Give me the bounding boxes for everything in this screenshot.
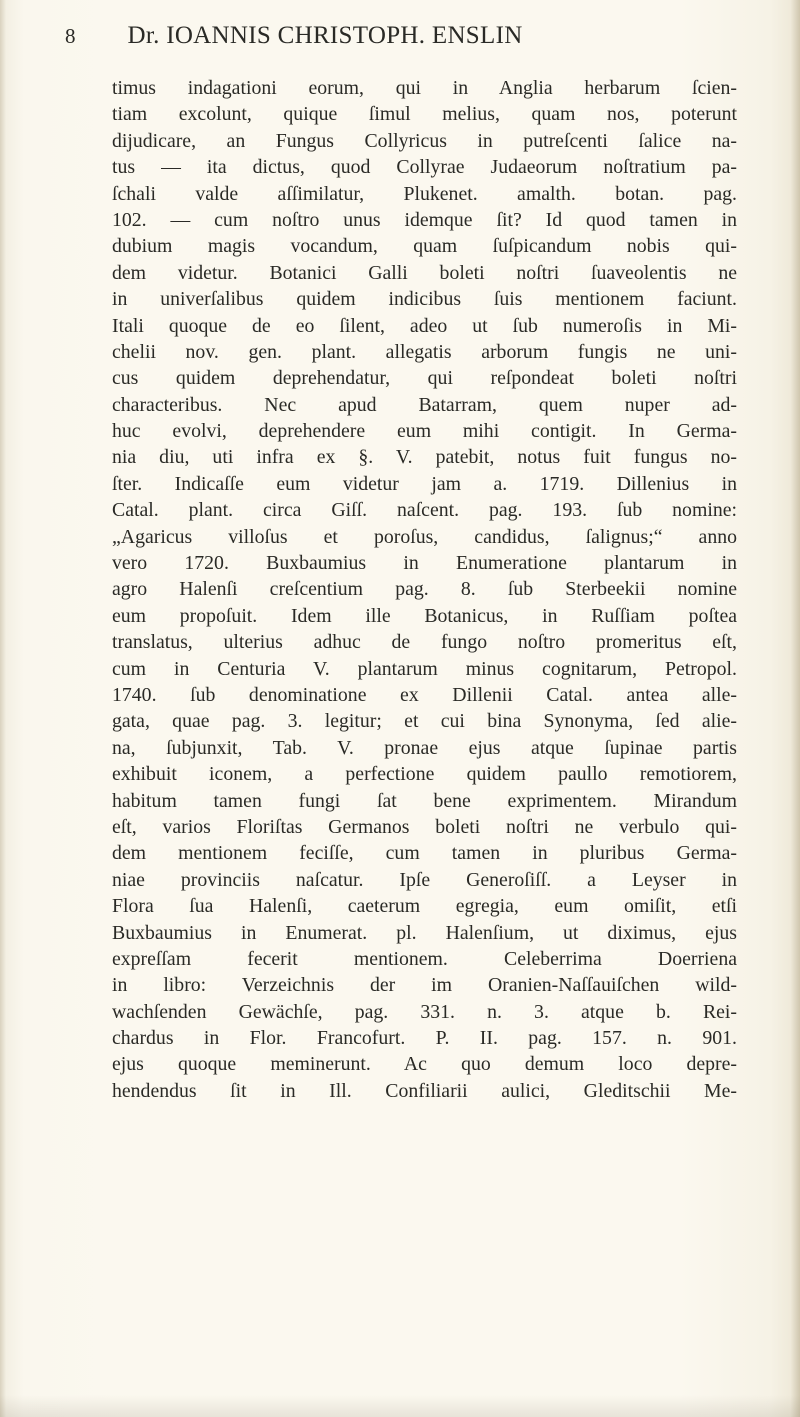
page-header bbox=[63, 22, 763, 58]
text-line: na, ſubjunxit, Tab. V. pronae ejus atque ſupinae partis bbox=[112, 736, 737, 759]
text-line: timus indagationi eorum, qui in Anglia herbarum ſcien- bbox=[112, 77, 737, 99]
text-line: in univerſalibus quidem indicibus ſuis mentionem faciunt. bbox=[112, 288, 737, 311]
text-line: niae provinciis naſcatur. Ipſe Generoſiſſ. a Leyser in bbox=[112, 868, 737, 891]
page-number: 8 bbox=[65, 24, 76, 48]
text-line: vero 1720. Buxbaumius in Enumeratione plantarum in bbox=[112, 552, 737, 575]
body-text bbox=[112, 75, 737, 1104]
text-line: ſchali valde aſſimilatur, Plukenet. amalth. botan. pag. bbox=[112, 182, 737, 205]
text-line: nia diu, uti infra ex §. V. patebit, notus fuit fungus no- bbox=[112, 446, 737, 469]
text-line: „Agaricus villoſus et poroſus, candidus, ſalignus;“ anno bbox=[112, 525, 737, 548]
text-line: exhibuit iconem, a perfectione quidem paullo remotiorem, bbox=[112, 763, 737, 786]
text-line: tus — ita dictus, quod Collyrae Judaeorum noſtratium pa- bbox=[112, 156, 737, 179]
text-line: dijudicare, an Fungus Collyricus in putreſcenti ſalice na- bbox=[112, 129, 737, 152]
text-line: Itali quoque de eo ſilent, adeo ut ſub numeroſis in Mi- bbox=[112, 314, 737, 337]
text-line: 102. — cum noſtro unus idemque ſit? Id quod tamen in bbox=[112, 208, 737, 231]
text-line: Buxbaumius in Enumerat. pl. Halenſium, ut diximus, ejus bbox=[112, 921, 737, 944]
text-line: chardus in Flor. Francofurt. P. II. pag. 157. n. 901. bbox=[112, 1027, 737, 1050]
text-line: gata, quae pag. 3. legitur; et cui bina Synonyma, ſed alie- bbox=[112, 710, 737, 733]
page-edge bbox=[790, 0, 800, 1417]
text-line: Catal. plant. circa Giſſ. naſcent. pag. 193. ſub nomine: bbox=[112, 499, 737, 522]
text-line: dubium magis vocandum, quam ſuſpicandum nobis qui- bbox=[112, 235, 737, 258]
text-line: eſt, varios Floriſtas Germanos boleti noſtri ne verbulo qui- bbox=[112, 815, 737, 838]
text-line: cum in Centuria V. plantarum minus cognitarum, Petropol. bbox=[112, 657, 737, 680]
text-line: characteribus. Nec apud Batarram, quem nuper ad- bbox=[112, 393, 737, 416]
text-line: Flora ſua Halenſi, caeterum egregia, eum omiſit, etſi bbox=[112, 895, 737, 918]
text-line: habitum tamen fungi ſat bene exprimentem. Mirandum bbox=[112, 789, 737, 812]
text-line: 1740. ſub denominatione ex Dillenii Catal. antea alle- bbox=[112, 683, 737, 706]
text-line: cus quidem deprehendatur, qui reſpondeat boleti noſtri bbox=[112, 367, 737, 390]
text-line: dem videtur. Botanici Galli boleti noſtri ſuaveolentis ne bbox=[112, 261, 737, 284]
text-line: ſter. Indicaſſe eum videtur jam a. 1719. Dillenius in bbox=[112, 472, 737, 495]
text-line: expreſſam fecerit mentionem. Celeberrima Doerriena bbox=[112, 947, 737, 970]
text-line: in libro: Verzeichnis der im Oranien-Naſſauiſchen wild- bbox=[112, 974, 737, 997]
text-line: agro Halenſi creſcentium pag. 8. ſub Sterbeekii nomine bbox=[112, 578, 737, 601]
text-line: chelii nov. gen. plant. allegatis arborum fungis ne uni- bbox=[112, 340, 737, 363]
text-line: hendendus ſit in Ill. Confiliarii aulici, Gleditschii Me- bbox=[112, 1079, 737, 1102]
text-line: ejus quoque meminerunt. Ac quo demum loco depre- bbox=[112, 1053, 737, 1076]
running-head: Dr. IOANNIS CHRISTOPH. ENSLIN bbox=[127, 22, 523, 49]
page-gutter bbox=[0, 0, 6, 1417]
text-line: eum propoſuit. Idem ille Botanicus, in Ruſſiam poſtea bbox=[112, 604, 737, 627]
text-line: wachſenden Gewächſe, pag. 331. n. 3. atque b. Rei- bbox=[112, 1000, 737, 1023]
text-line: tiam excolunt, quique ſimul melius, quam nos, poterunt bbox=[112, 103, 737, 126]
text-line: translatus, ulterius adhuc de fungo noſtro promeritus eſt, bbox=[112, 631, 737, 654]
text-line: dem mentionem feciſſe, cum tamen in pluribus Germa- bbox=[112, 842, 737, 865]
text-line: huc evolvi, deprehendere eum mihi contigit. In Germa- bbox=[112, 420, 737, 443]
page-bottom-shadow bbox=[0, 1395, 800, 1417]
